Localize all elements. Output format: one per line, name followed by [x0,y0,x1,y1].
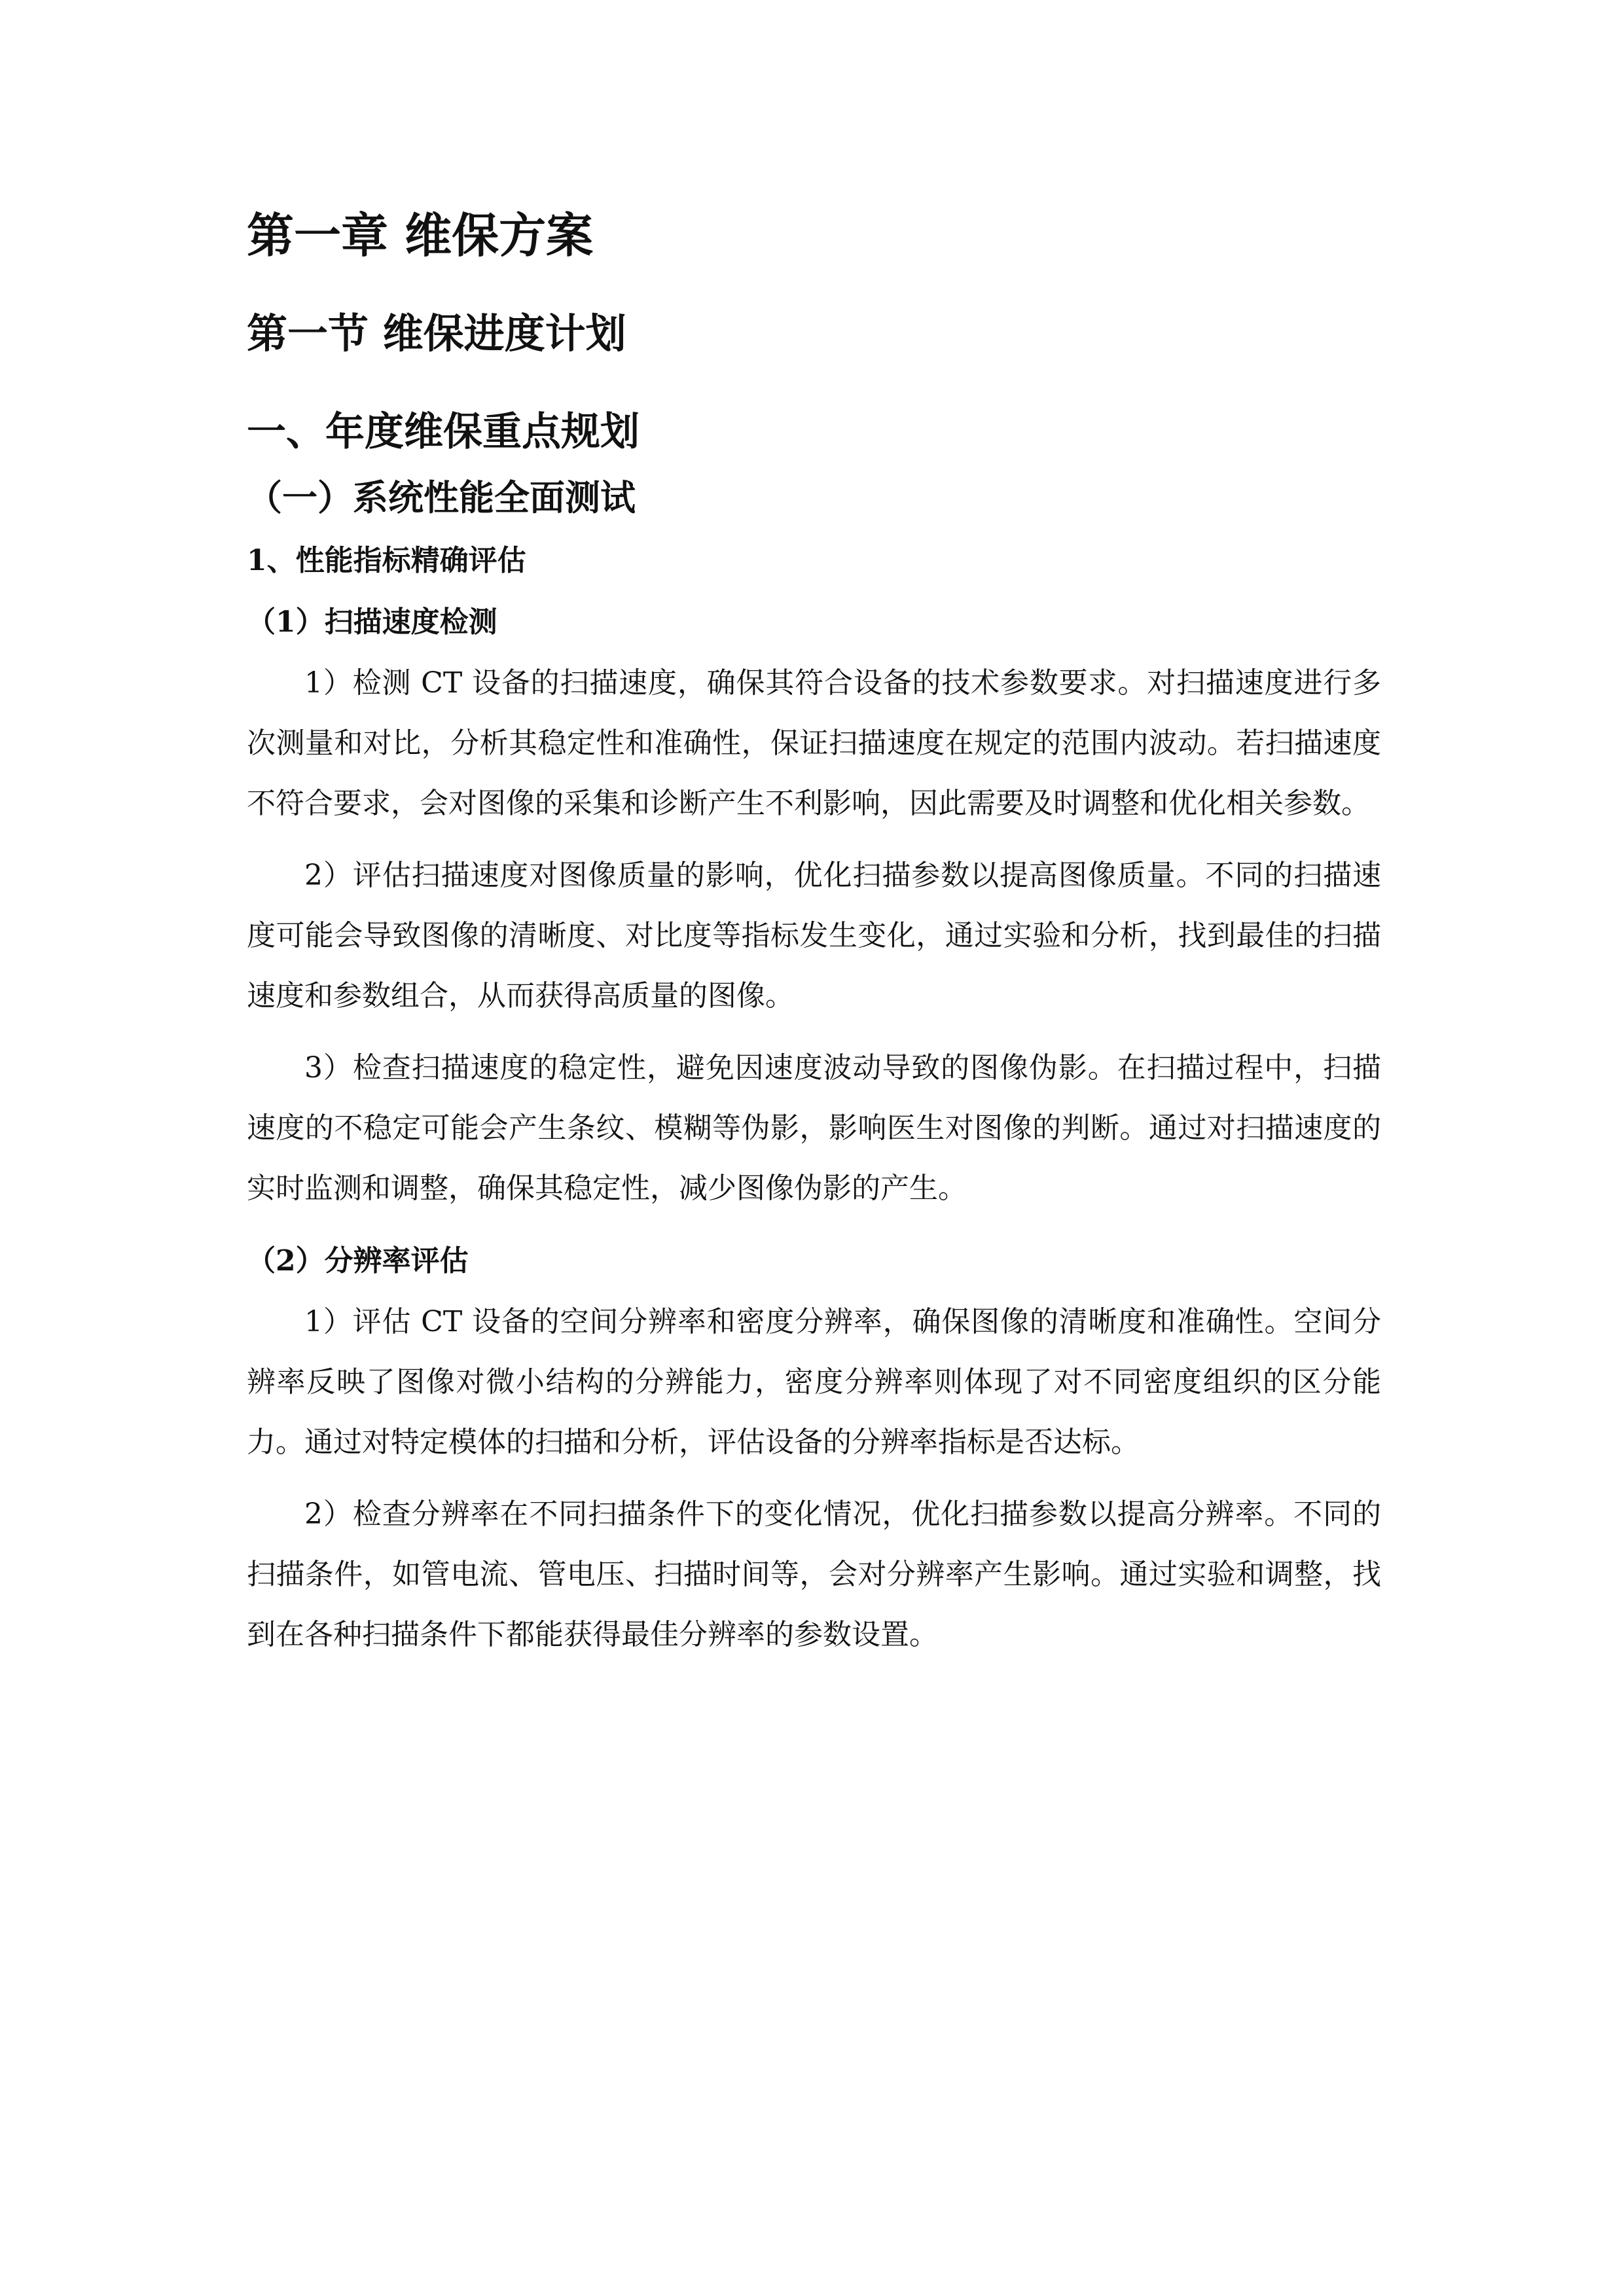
paragraph-scan-speed-2: 2）评估扫描速度对图像质量的影响，优化扫描参数以提高图像质量。不同的扫描速度可能会导致图像的清晰度、对比度等指标发生变化，通过实验和分析，找到最佳的扫描速度和参数组合，从而获得高质量的图像。 [247,859,1381,1013]
chapter-title: 第一章 维保方案 [247,208,594,263]
heading-resolution: （2）分辨率评估 [247,1244,469,1278]
heading-system-test: （一）系统性能全面测试 [247,476,636,518]
document-content [247,196,1381,1677]
paragraph-resolution-2: 2）检查分辨率在不同扫描条件下的变化情况，优化扫描参数以提高分辨率。不同的扫描条件，如管电流、管电压、扫描时间等，会对分辨率产生影响。通过实验和调整，找到在各种扫描条件下都能获得最佳分辨率的参数设置。 [247,1498,1381,1651]
heading-scan-speed: （1）扫描速度检测 [247,605,497,639]
paragraph-scan-speed-3: 3）检查扫描速度的稳定性，避免因速度波动导致的图像伪影。在扫描过程中，扫描速度的不稳定可能会产生条纹、模糊等伪影，影响医生对图像的判断。通过对扫描速度的实时监测和调整，确保其稳定性，减少图像伪影的产生。 [247,1051,1381,1205]
section-title: 第一节 维保进度计划 [247,310,626,357]
heading-performance-eval: 1、性能指标精确评估 [247,544,526,577]
heading-annual-plan: 一、年度维保重点规划 [247,409,640,455]
paragraph-resolution-1: 1）评估 CT 设备的空间分辨率和密度分辨率，确保图像的清晰度和准确性。空间分辨率反映了图像对微小结构的分辨能力，密度分辨率则体现了对不同密度组织的区分能力。通过对特定模体的扫描和分析，评估设备的分辨率指标是否达标。 [247,1305,1381,1459]
paragraph-scan-speed-1: 1）检测 CT 设备的扫描速度，确保其符合设备的技术参数要求。对扫描速度进行多次测量和对比，分析其稳定性和准确性，保证扫描速度在规定的范围内波动。若扫描速度不符合要求，会对图像的采集和诊断产生不利影响，因此需要及时调整和优化相关参数。 [247,666,1381,820]
